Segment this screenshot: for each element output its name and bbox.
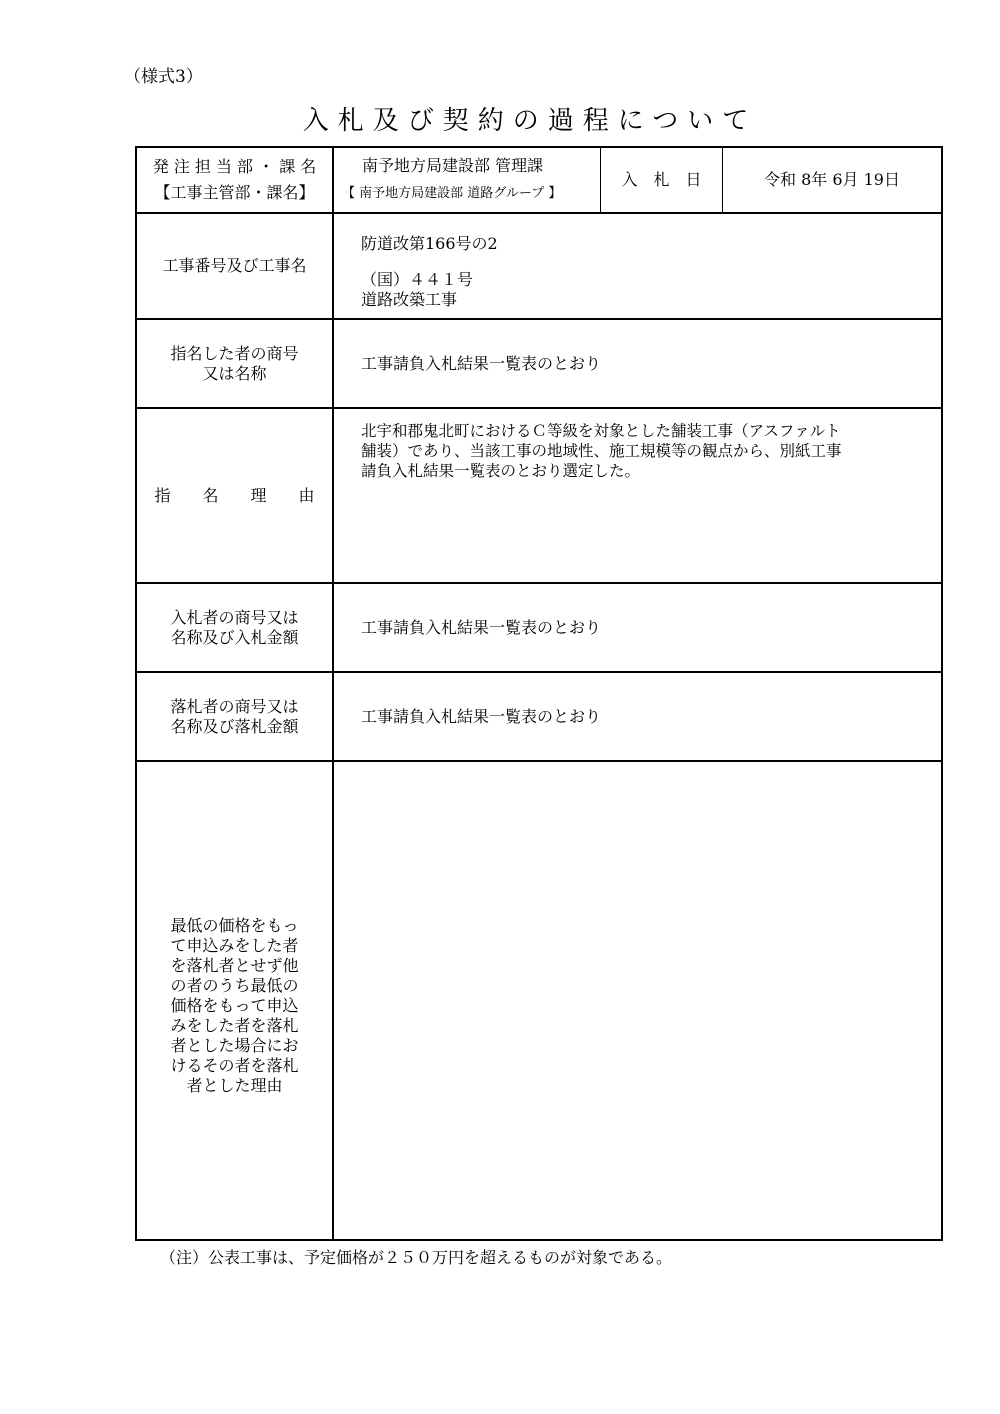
table-border-bottom [135,1239,943,1241]
lowest-reason-line-7: 者とした場合にお [170,1035,299,1055]
dept-label-cell [137,148,332,212]
project-name: 道路改築工事 [361,290,458,309]
winner-label-line2: 名称及び落札金額 [170,716,299,736]
winner-label-line1: 落札者の商号又は [170,696,299,716]
reason-label-cell [137,409,332,582]
reason-value-line1: 北宇和郡鬼北町におけるＣ等級を対象とした舗装工事（アスファルト [361,422,841,440]
reason-value-line3: 請負入札結果一覧表のとおり選定した。 [361,462,641,480]
winner-value-cell [334,673,941,760]
page-title: 入札及び契約の過程について [302,106,758,136]
bidder-value-cell [334,584,941,671]
project-route: （国）４４１号 [361,270,474,289]
dept-value-line1: 南予地方局建設部 管理課 [362,156,544,175]
lowest-reason-label-cell [137,762,332,1239]
lowest-reason-value [334,762,941,786]
winner-value: 工事請負入札結果一覧表のとおり [361,706,602,726]
bidder-value: 工事請負入札結果一覧表のとおり [361,617,602,637]
lowest-reason-line-6: みをした者を落札 [170,1015,299,1035]
bid-date-value: 令和 8年 6月 19日 [764,170,900,189]
bidder-label-cell [137,584,332,671]
reason-value-cell [334,409,941,582]
lowest-reason-line-9: 者とした理由 [186,1075,283,1095]
reason-value-line2: 舗装）であり、当該工事の地域性、施工規模等の観点から、別紙工事 [361,442,842,460]
winner-label-cell [137,673,332,760]
dept-value-line2: 【 南予地方局建設部 道路グループ 】 [342,186,562,201]
lowest-reason-line-2: て申込みをした者 [170,935,299,955]
lowest-reason-line-4: の者のうち最低の [170,975,299,995]
lowest-reason-line-3: を落札者とせず他 [170,955,299,975]
bidder-label-line2: 名称及び入札金額 [170,627,299,647]
lowest-reason-line-8: けるその者を落札 [170,1055,299,1075]
nominee-label-line2: 又は名称 [202,363,267,383]
footnote: （注）公表工事は、予定価格が２５０万円を超えるものが対象である。 [160,1248,673,1267]
form-number: （様式3） [124,67,203,87]
nominee-value: 工事請負入札結果一覧表のとおり [361,353,602,373]
project-label: 工事番号及び工事名 [162,256,307,275]
dept-label-line2: 【工事主管部・課名】 [154,183,315,202]
lowest-reason-value-cell [334,762,941,1239]
lowest-reason-line-1: 最低の価格をもっ [170,915,299,935]
dept-label-line1: 発 注 担 当 部 ・ 課 名 [152,157,317,176]
project-number: 防道改第166号の2 [361,234,498,253]
nominee-label-line1: 指名した者の商号 [170,343,299,363]
reason-label: 指 名 理 由 [154,485,315,505]
table-border-right [941,146,943,1241]
nominee-label-cell [137,320,332,407]
bid-date-value-cell [723,148,941,212]
lowest-reason-line-5: 価格をもって申込 [170,995,299,1015]
bidder-label-line1: 入札者の商号又は [170,607,299,627]
project-value-cell [334,214,941,318]
dept-value-cell [334,148,600,212]
project-label-cell [137,214,332,318]
bid-date-label: 入 札 日 [621,170,702,189]
form-table [135,146,943,1241]
nominee-value-cell [334,320,941,407]
bid-date-label-cell [601,148,722,212]
